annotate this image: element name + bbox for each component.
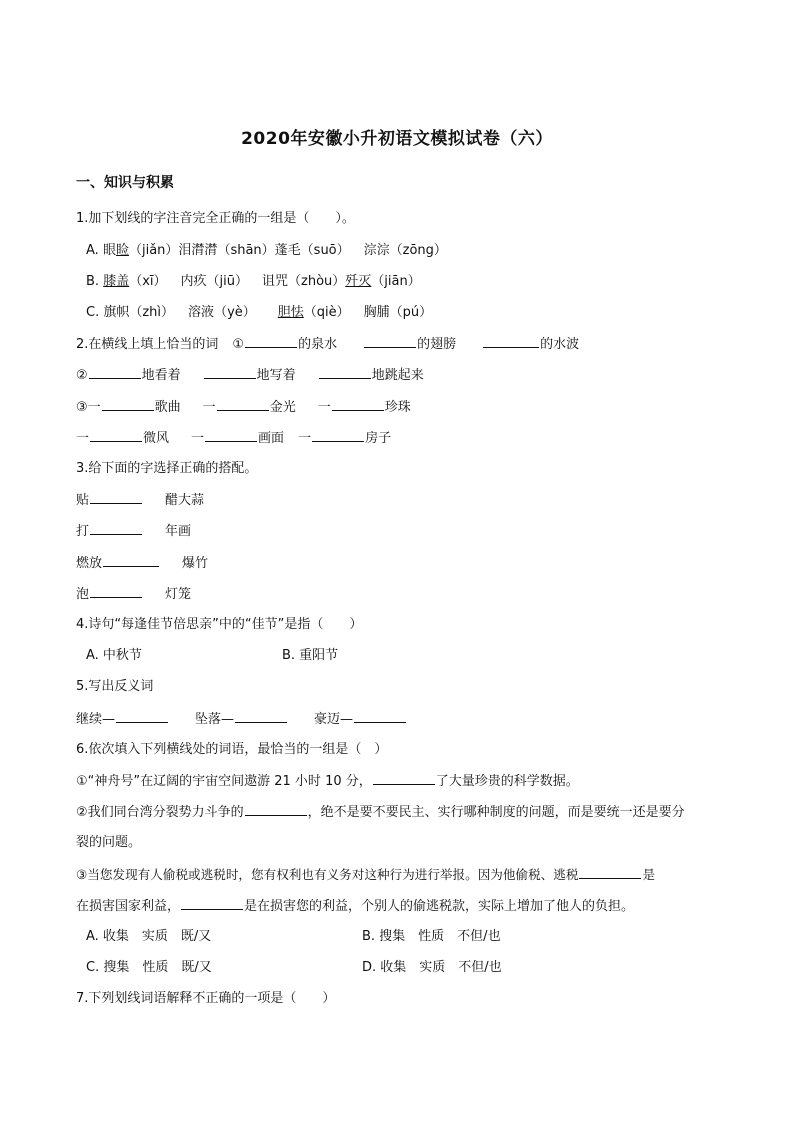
option-b[interactable]: B. 重阳节 (282, 648, 339, 663)
answer-blank[interactable] (205, 429, 257, 442)
question-3-row: 燃放 爆竹 (76, 556, 209, 571)
answer-blank[interactable] (312, 429, 364, 442)
question-3-stem: 3.给下面的字选择正确的搭配。 (76, 461, 258, 476)
answer-blank[interactable] (319, 366, 371, 379)
question-3-row: 贴 醋大蒜 (76, 493, 205, 508)
question-6-sentence-2-cont: 裂的问题。 (76, 835, 142, 850)
answer-blank[interactable] (579, 866, 641, 879)
question-6-options-row-1 (86, 928, 586, 946)
question-2-row-4: 一 微风 一 画面 一 房子 (76, 431, 392, 446)
question-6-sentence-3: ③当您发现有人偷税或逃税时，您有权利也有义务对这种行为进行举报。因为他偷税、逃税 是 (76, 867, 656, 882)
answer-blank[interactable] (354, 710, 406, 723)
option-a[interactable]: A. 收集 实质 既/又 (86, 929, 212, 944)
question-3-row: 打 年画 (76, 524, 192, 539)
question-3-row: 泡 灯笼 (76, 587, 192, 602)
question-6-sentence-3-cont: 在损害国家利益， 是在损害您的利益，个别人的偷逃税款，实际上增加了他人的负担。 (76, 899, 635, 914)
question-2-row-1: 2.在横线上填上恰当的词 ① 的泉水 的翅膀 的水波 (76, 337, 580, 352)
page-title: 2020年安徽小升初语文模拟试卷（六） (241, 129, 553, 149)
question-5-stem: 5.写出反义词 (76, 679, 154, 694)
answer-blank[interactable] (235, 710, 287, 723)
question-7-stem: 7.下列划线词语解释不正确的一项是（ ） (76, 991, 336, 1006)
answer-blank[interactable] (90, 429, 142, 442)
answer-blank[interactable] (90, 585, 142, 598)
question-1-stem: 1.加下划线的字注音完全正确的一组是（ ）。 (76, 211, 355, 226)
question-4-stem: 4.诗句“每逢佳节倍思亲”中的“佳节”是指（ ） (76, 617, 363, 632)
question-6-sentence-1: ①“神舟号”在辽阔的宇宙空间遨游 21 小时 10 分， 了大量珍贵的科学数据。 (76, 774, 579, 789)
section-heading: 一、知识与积累 (76, 175, 174, 191)
answer-blank[interactable] (483, 335, 539, 348)
question-6-stem: 6.依次填入下列横线处的词语，最恰当的一组是（ ） (76, 742, 388, 757)
question-5-row: 继续— 坠落— 豪迈— (76, 710, 407, 729)
answer-blank[interactable] (181, 897, 243, 910)
question-2-row-2: ② 地看着 地写着 地跳起来 (76, 368, 424, 383)
answer-blank[interactable] (90, 491, 142, 504)
option-b[interactable]: B. 搜集 性质 不但/也 (362, 929, 501, 944)
answer-blank[interactable] (245, 335, 297, 348)
question-1-option-a: A. 眼睑（jiǎn）泪潸潸（shān）蓬毛（suō） 淙淙（zōng） (86, 243, 447, 258)
answer-blank[interactable] (332, 398, 384, 411)
option-d[interactable]: D. 收集 实质 不但/也 (362, 960, 502, 975)
answer-blank[interactable] (217, 398, 269, 411)
answer-blank[interactable] (364, 335, 416, 348)
question-6-options-row-2 (86, 959, 586, 977)
answer-blank[interactable] (373, 772, 435, 785)
question-1-option-b: B. 膝盖（xī） 内疚（jiū） 诅咒（zhòu）歼灭（jiān） (86, 274, 421, 289)
answer-blank[interactable] (103, 554, 159, 567)
answer-blank[interactable] (89, 366, 141, 379)
answer-blank[interactable] (204, 366, 256, 379)
answer-blank[interactable] (102, 398, 154, 411)
question-2-row-3: ③一 歌曲 一 金光 一 珍珠 (76, 400, 411, 415)
question-4-options (86, 647, 486, 665)
question-6-sentence-2: ②我们同台湾分裂势力斗争的 ，绝不是要不要民主、实行哪种制度的问题，而是要统一还是要分 (76, 805, 685, 820)
answer-blank[interactable] (90, 522, 142, 535)
option-a[interactable]: A. 中秋节 (86, 648, 142, 663)
answer-blank[interactable] (245, 803, 307, 816)
option-c[interactable]: C. 搜集 性质 既/又 (86, 960, 212, 975)
answer-blank[interactable] (116, 710, 168, 723)
question-1-option-c: C. 旗帜（zhì） 溶液（yè） 胆怯（qiè） 胸脯（pú） (86, 305, 433, 320)
